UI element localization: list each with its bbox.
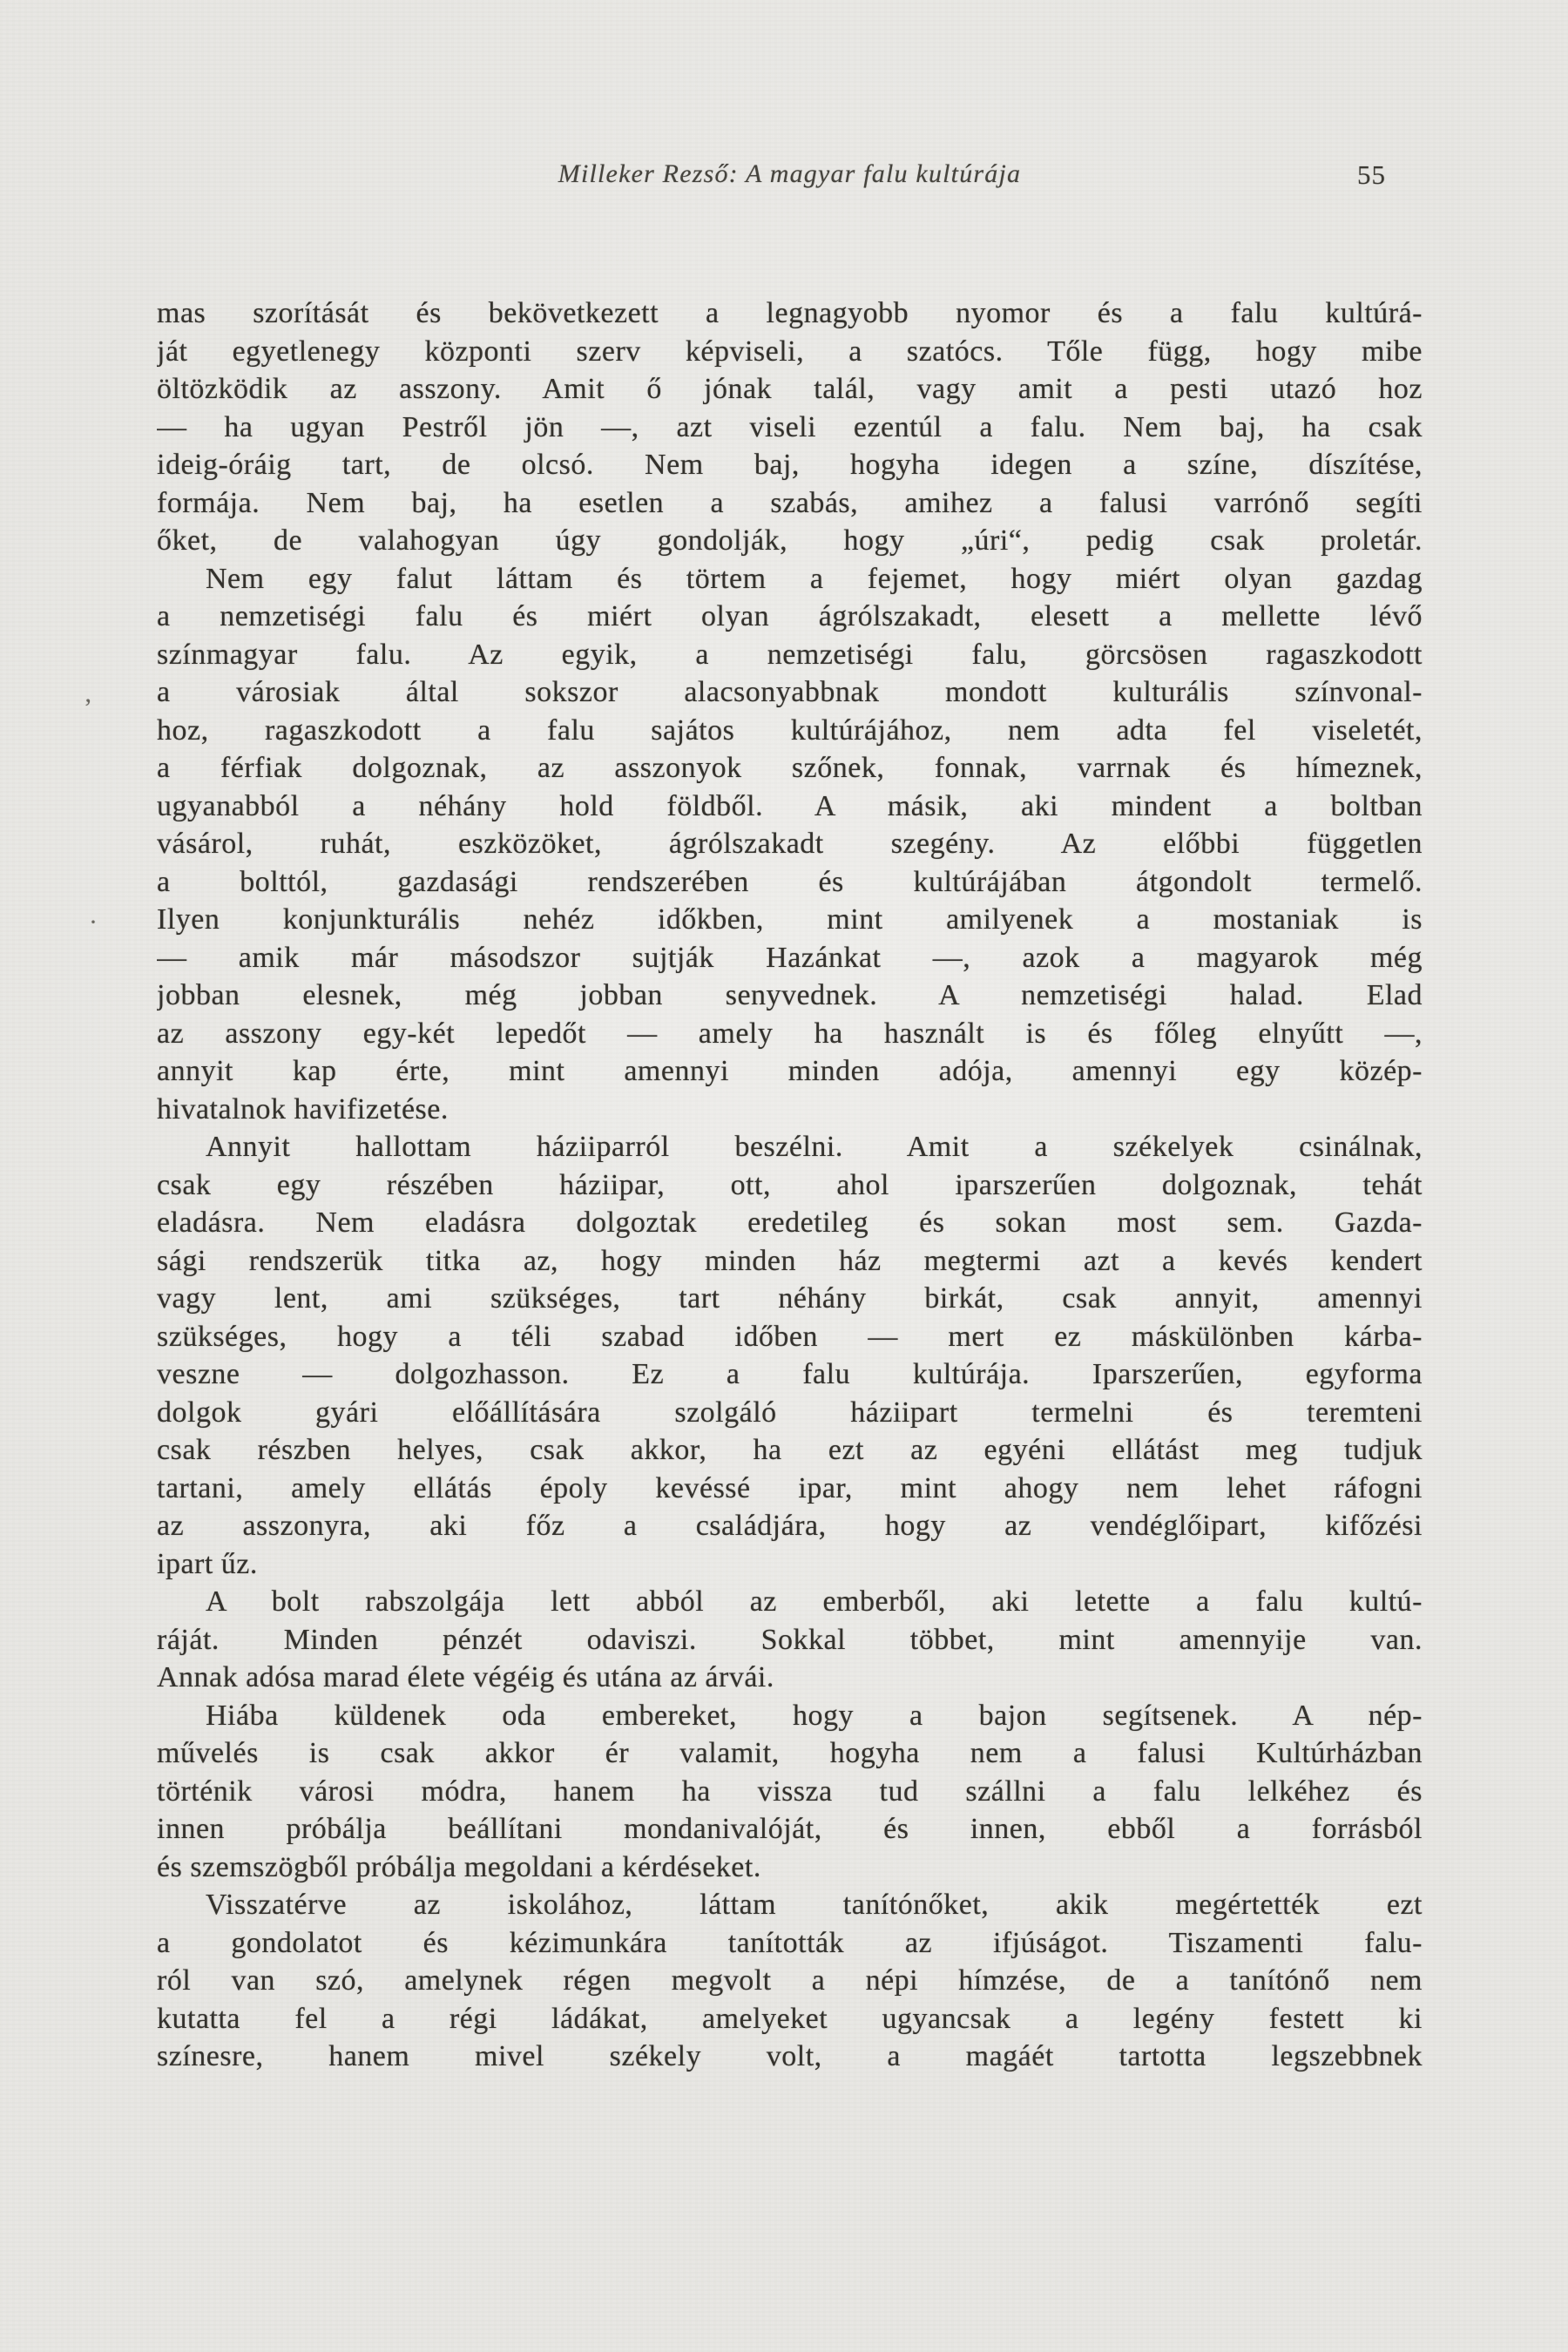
text-line: eladásra. Nem eladásra dolgoztak eredetileg és sokan most sem. Gazda- (157, 1206, 1423, 1239)
text-line: őket, de valahogyan úgy gondolják, hogy „úri“, pedig csak proletár. (157, 524, 1423, 557)
text-line: innen próbálja beállítani mondanivalóját, és innen, ebből a forrásból (157, 1813, 1423, 1845)
text-line: szükséges, hogy a téli szabad időben — mert ez máskülönben kárba- (157, 1320, 1423, 1353)
paragraph (157, 294, 1423, 560)
scan-artifact-mark: ’ (84, 693, 92, 722)
text-line: ját egyetlenegy központi szerv képviseli, a szatócs. Tőle függ, hogy mibe (157, 335, 1423, 368)
text-line: Annyit hallottam háziiparról beszélni. Amit a székelyek csinálnak, (206, 1131, 1423, 1163)
text-line: csak egy részében háziipar, ott, ahol iparszerűen dolgoznak, tehát (157, 1168, 1423, 1201)
text-line: a gondolatot és kézimunkára tanították az ifjúságot. Tiszamenti falu- (157, 1926, 1423, 1959)
text-line: Nem egy falut láttam és törtem a fejemet, hogy miért olyan gazdag (206, 562, 1423, 595)
paragraph (157, 1128, 1423, 1583)
text-line: a bolttól, gazdasági rendszerében és kultúrájában átgondolt termelő. (157, 865, 1423, 898)
text-line: ideig-óráig tart, de olcsó. Nem baj, hogyha idegen a színe, díszítése, (157, 449, 1423, 481)
text-line: sági rendszerük titka az, hogy minden ház megtermi azt a kevés kendert (157, 1244, 1423, 1277)
paragraph (157, 1886, 1423, 2076)
text-line: a nemzetiségi falu és miért olyan ágrólszakadt, elesett a mellette lévő (157, 600, 1423, 632)
text-line: vásárol, ruhát, eszközöket, ágrólszakadt szegény. Az előbbi független (157, 828, 1423, 860)
text-line: Ilyen konjunkturális nehéz időkben, mint amilyenek a mostaniak is (157, 903, 1423, 936)
text-line: ipart űz. (157, 1547, 258, 1580)
paragraph (157, 1697, 1423, 1887)
text-line: ugyanabból a néhány hold földből. A másik, aki mindent a boltban (157, 789, 1423, 822)
text-line: az asszony egy-két lepedőt — amely ha használt is és főleg elnyűtt —, (157, 1017, 1423, 1050)
text-line: vagy lent, ami szükséges, tart néhány birkát, csak annyit, amennyi (157, 1282, 1423, 1315)
text-line: Visszatérve az iskolához, láttam tanítónőket, akik megértették ezt (206, 1889, 1423, 1921)
paragraph (157, 1583, 1423, 1697)
text-line: színesre, hanem mivel székely volt, a magáét tartotta legszebbnek (157, 2040, 1423, 2072)
text-line: és szemszögből próbálja megoldani a kérdéseket. (157, 1850, 761, 1883)
text-line: csak részben helyes, csak akkor, ha ezt az egyéni ellátást meg tudjuk (157, 1434, 1423, 1466)
text-line: formája. Nem baj, ha esetlen a szabás, amihez a falusi varrónő segíti (157, 486, 1423, 519)
text-line: — ha ugyan Pestről jön —, azt viseli ezentúl a falu. Nem baj, ha csak (157, 410, 1423, 443)
text-line: a városiak által sokszor alacsonyabbnak mondott kulturális színvonal- (157, 676, 1423, 708)
text-line: ról van szó, amelynek régen megvolt a népi hímzése, de a tanítónő nem (157, 1964, 1423, 1997)
text-line: A bolt rabszolgája lett abból az emberből, aki letette a falu kultú- (206, 1585, 1423, 1618)
text-line: az asszonyra, aki főz a családjára, hogy az vendéglőipart, kifőzési (157, 1510, 1423, 1542)
text-line: öltözködik az asszony. Amit ő jónak talál, vagy amit a pesti utazó hoz (157, 373, 1423, 405)
running-header (157, 159, 1423, 196)
text-line: hoz, ragaszkodott a falu sajátos kultúrájához, nem adta fel viseletét, (157, 713, 1423, 747)
text-line: ráját. Minden pénzét odaviszi. Sokkal többet, mint amennyije van. (157, 1623, 1423, 1656)
text-line: a férfiak dolgoznak, az asszonyok szőnek, fonnak, varrnak és hímeznek, (157, 752, 1423, 784)
text-line: Annak adósa marad élete végéig és utána az árvái. (157, 1661, 774, 1693)
text-line: dolgok gyári előállítására szolgáló háziipart termelni és teremteni (157, 1396, 1423, 1429)
text-line: színmagyar falu. Az egyik, a nemzetiségi falu, görcsösen ragaszkodott (157, 638, 1423, 671)
text-line: kutatta fel a régi ládákat, amelyeket ugyancsak a legény festett ki (157, 2002, 1423, 2035)
page-number: 55 (1357, 159, 1386, 190)
text-line: mas szorítását és bekövetkezett a legnagyobb nyomor és a falu kultúrá- (157, 297, 1423, 329)
body-text (157, 294, 1423, 2076)
running-title: Milleker Rezső: A magyar falu kultúrája (558, 159, 1022, 188)
scan-artifact-mark: · (89, 908, 98, 936)
text-line: hivatalnok havifizetése. (157, 1092, 449, 1125)
text-line: Hiába küldenek oda embereket, hogy a bajon segítsenek. A nép- (206, 1699, 1423, 1732)
text-line: jobban elesnek, még jobban senyvednek. A nemzetiségi halad. Elad (157, 979, 1423, 1011)
text-line: művelés is csak akkor ér valamit, hogyha nem a falusi Kultúrházban (157, 1737, 1423, 1769)
text-line: tartani, amely ellátás époly kevéssé ipar, mint ahogy nem lehet ráfogni (157, 1471, 1423, 1504)
text-line: veszne — dolgozhasson. Ez a falu kultúrája. Iparszerűen, egyforma (157, 1358, 1423, 1390)
paragraph (157, 560, 1423, 1129)
text-line: annyit kap érte, mint amennyi minden adója, amennyi egy közép- (157, 1055, 1423, 1087)
text-line: — amik már másodszor sujtják Hazánkat —, azok a magyarok még (157, 941, 1423, 974)
text-line: történik városi módra, hanem ha vissza tud szállni a falu lelkéhez és (157, 1774, 1423, 1808)
